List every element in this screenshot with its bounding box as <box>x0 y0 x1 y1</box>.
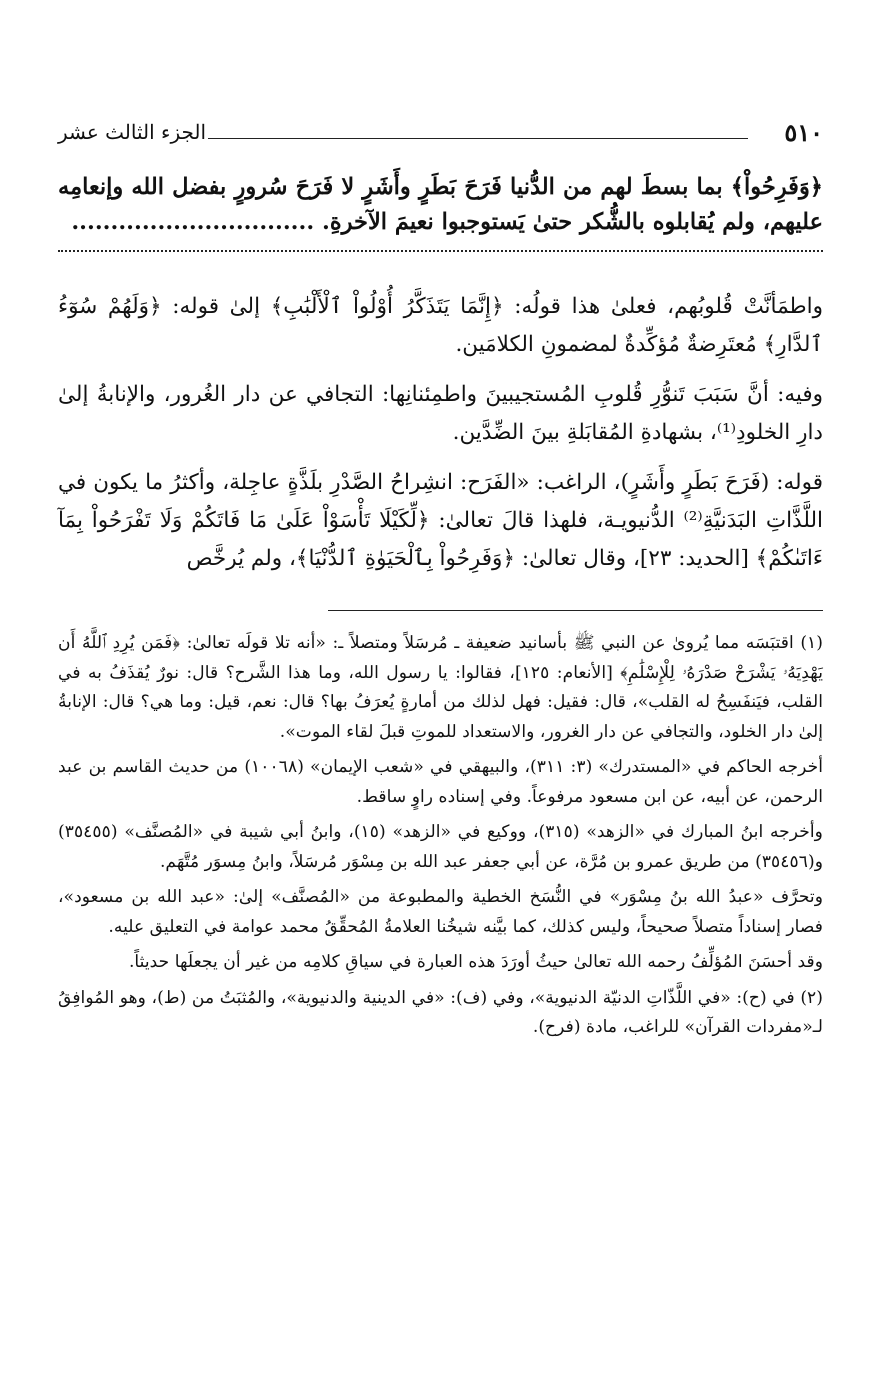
header-rule <box>208 138 748 139</box>
top-paragraph: ﴿وَفَرِحُواْ﴾ بما بسطَ لهم من الدُّنيا فَرَحَ بَطَرٍ وأَشَرٍ لا فَرَحَ سُرورٍ بفضل الله وإنعامِه عليهم، ولم يُقابلوه بالشُّكر حتىٰ يَستوجبوا نعيمَ الآخرةِ. ............................... <box>58 174 823 235</box>
footnote-paragraph: أخرجه الحاكم في «المستدرك» (٣: ٣١١)، والبيهقي في «شعب الإيمان» (١٠٠٦٨) من حديث القاسم بن عبد الرحمن، عن أبيه، عن ابن مسعود مرفوعاً. وفي إسناده راوٍ ساقط. <box>58 757 824 807</box>
footnote-paragraph: (٢) في (ح): «في اللَّذّاتِ الدنيّة الدنيوية»، وفي (ف): «في الدينية والدنيوية»، والمُثبَتُ من (ط)، وهو المُوافِقُ لـ«مفردات القرآن» للراغب، مادة (فرح). <box>58 987 823 1037</box>
page-number: ٥١٠ <box>784 118 823 147</box>
main-paragraph: قوله: (فَرَحَ بَطَرٍ وأَشَرٍ)، الراغب: «الفَرَح: انشِراحُ الصَّدْرِ بلَذَّةٍ عاجِلة، وأكثرُ ما يكون في اللَّذَّاتِ البَدَنيَّةِ⁽²⁾ الدُّنيويـة، فلهذا قالَ تعالىٰ: ﴿لِّكَيْلَا تَأْسَوْاْ عَلَىٰ مَا فَاتَكُمْ وَلَا تَفْرَحُواْ بِمَآ ءَاتَىٰكُمْ﴾ [الحديد: ٢٣]، وقال تعالىٰ: ﴿وَفَرِحُواْ بِٱلْحَيَوٰةِ ٱلدُّنْيَا﴾، ولم يُرخَّص <box>58 470 823 571</box>
footnote-paragraph: وأخرجه ابنُ المبارك في «الزهد» (٣١٥)، ووكيع في «الزهد» (١٥)، وابنُ أبي شيبة في «المُصنَّف» (٣٥٤٥٥) و(٣٥٤٥٦) من طريق عمرو بن مُرَّة، عن أبي جعفر عبد الله بن مِسْوَر مُرسَلاً، وابنُ مِسوَر مُتَّهَم. <box>58 822 823 872</box>
main-paragraph: واطمَأنَّتْ قُلوبُهم، فعلىٰ هذا قولُه: ﴿إِنَّمَا يَتَذَكَّرُ أُوْلُواْ ٱلْأَلْبَٰبِ﴾ إلىٰ قوله: ﴿وَلَهُمْ سُوٓءُ ٱلدَّارِ﴾ مُعتَرِضةٌ مُؤكِّدةٌ لمضمونِ الكلامَين. <box>58 294 823 357</box>
page-header <box>58 118 823 154</box>
main-paragraph: وفيه: أنَّ سَبَبَ تَنوُّرِ قُلوبِ المُستجيبينَ واطمِئنانِها: التجافي عن دار الغُرور، والإنابةُ إلىٰ دارِ الخلودِ⁽¹⁾، بشهادةِ المُقابَلةِ بينَ الضِّدَّين. <box>58 382 823 445</box>
footnote-paragraph: (١) اقتبَسَه مما يُروىٰ عن النبي ﷺ بأسانيد ضعيفة ـ مُرسَلاً ومتصلاً ـ: «أنه تلا قولَه تعالىٰ: ﴿فَمَن يُرِدِ ٱللَّهُ أَن يَهْدِيَهُۥ يَشْرَحْ صَدْرَهُۥ لِلْإِسْلَٰمِ﴾ [الأنعام: ١٢٥]، فقالوا: يا رسول الله، وما هذا الشَّرح؟ قال: نورٌ يُقذَفُ به في القلب، فيَنفَسِحُ له القلب»، قال: فقيل: فهل لذلك من أمارةٍ يُعرَفُ بها؟ قال: نعم، قيل: وما هي؟ قال: الإنابةُ إلىٰ دار الخلود، والتجافي عن دار الغرور، والاستعداد للموتِ قبلَ لقاء الموت». <box>58 633 823 742</box>
dotted-separator <box>58 250 823 252</box>
main-text <box>58 288 823 578</box>
running-title: الجزء الثالث عشر <box>58 120 207 144</box>
book-page <box>58 118 823 1358</box>
footnote-paragraph: وتحرَّف «عبدُ الله بنُ مِسْوَر» في النُّسَخ الخطية والمطبوعة من «المُصنَّف» إلىٰ: «عبد الله بن مسعود»، فصار إسناداً متصلاً صحيحاً، وليس كذلك، كما بيَّنه شيخُنا العلامةُ المُحقِّقُ محمد عوامة في التعليق عليه. <box>58 887 823 937</box>
footnote-separator <box>328 610 823 611</box>
footnote-paragraph: وقد أحسَنَ المُؤلِّفُ رحمه الله تعالىٰ حيثُ أورَدَ هذه العبارة في سياقِ كلامِه من غير أن يجعلَها حديثاً. <box>128 952 823 972</box>
quran-commentary-block <box>58 170 823 252</box>
footnotes <box>58 629 823 1043</box>
